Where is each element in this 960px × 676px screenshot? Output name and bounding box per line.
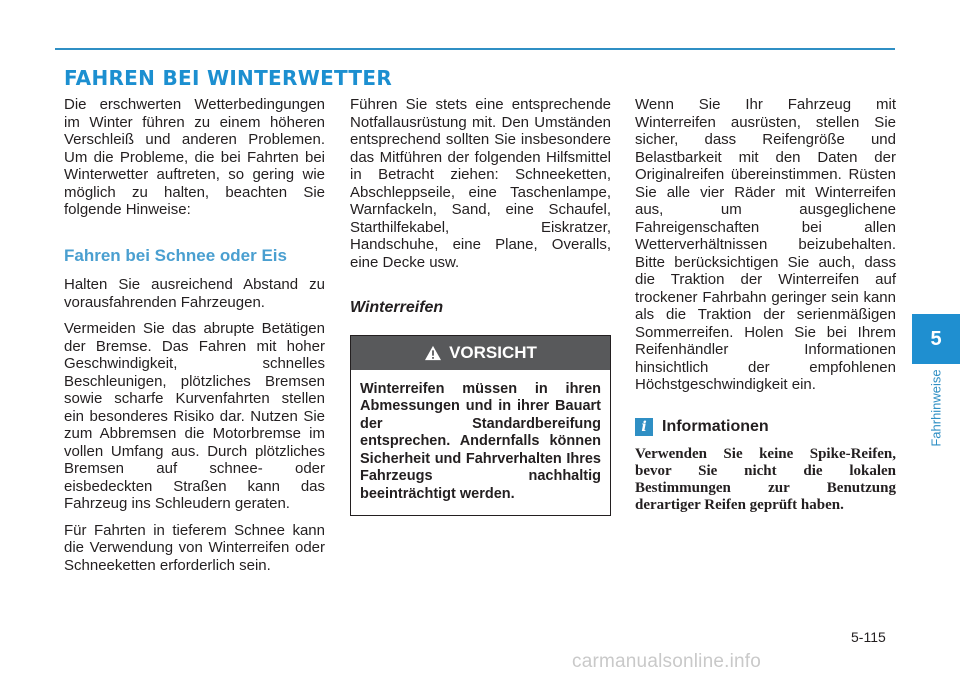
caution-header [351, 336, 610, 370]
column-middle [350, 96, 611, 516]
caution-box [350, 335, 611, 517]
paragraph-distance: Halten Sie ausreichend Abstand zu vorausfahrenden Fahrzeugen. [64, 276, 325, 311]
chapter-label: Fahrhinweise [928, 369, 944, 447]
info-icon: i [635, 418, 653, 436]
top-rule [55, 48, 895, 50]
caution-title: VORSICHT [449, 342, 537, 362]
page-number: 5-115 [851, 629, 886, 645]
warning-triangle-icon [424, 345, 442, 361]
paragraph-braking: Vermeiden Sie das abrupte Betätigen der Bremse. Das Fahren mit hoher Geschwindigkeit, schnelles Beschleunigen, plötzliches Bremsen sowie scharfe Kurvenfahrten stellen ein besonderes Risiko dar. Nutzen Sie zum Abbremsen die Motorbremse im vollen Umfang aus. Durch plötzliches Bremsen auf schnee- oder eisbedeckten Straßen kann das Fahrzeug ins Schleudern geraten. [64, 320, 325, 512]
section-title: FAHREN BEI WINTERWETTER [64, 66, 393, 90]
paragraph-deep-snow: Für Fahrten in tieferem Schnee kann die Verwendung von Winterreifen oder Schneeketten erforderlich sein. [64, 521, 325, 574]
intro-paragraph: Die erschwerten Wetterbedingungen im Winter führen zu einem höheren Verschleiß und anderen Problemen. Um die Probleme, die bei Fahrten bei Winterwetter auftreten, so gering wie möglich zu halten, beachten Sie folgende Hinweise: [64, 96, 325, 218]
paragraph-emergency-equipment: Führen Sie stets eine entsprechende Notfallausrüstung mit. Den Umständen entsprechend sollten Sie insbesondere das Mitführen der folgenden Hilfsmittel in Betracht ziehen: Schneeketten, Abschleppseile, eine Taschenlampe, Warnfackeln, Sand, eine Schaufel, Starthilfekabel, Eiskratzer, Handschuhe, eine Plane, Overalls, eine Decke usw. [350, 96, 611, 271]
column-right [635, 96, 896, 514]
caution-text: Winterreifen müssen in ihren Abmessungen und in ihrer Bauart der Standardbereifung entsprechen. Andernfalls können Sicherheit und Fahrverhalten Ihres Fahrzeugs nachhaltig beeinträchtigt werden. [360, 380, 601, 502]
info-title: Informationen [662, 417, 769, 435]
subheading-snow-ice: Fahren bei Schnee oder Eis [64, 245, 287, 265]
column-left [64, 96, 325, 583]
chapter-tab: 5 [912, 314, 960, 364]
info-header [635, 418, 896, 436]
paragraph-tire-fitting: Wenn Sie Ihr Fahrzeug mit Winterreifen ausrüsten, stellen Sie sicher, dass Reifengröße und Belastbarkeit mit den Daten der Originalreifen übereinstimmen. Rüsten Sie alle vier Räder mit Winterreifen aus, um ausgeglichene Fahreigenschaften bei allen Wetterverhältnissen beizubehalten. Bitte berücksichtigen Sie auch, dass die Traktion der Winterreifen auf trockener Fahrbahn geringer sein kann als die Traktion der serienmäßigen Sommerreifen. Holen Sie bei Ihrem Reifenhändler Informationen hinsichtlich der empfohlenen Höchstgeschwindigkeit ein. [635, 96, 896, 393]
info-text: Verwenden Sie keine Spike-Reifen, bevor Sie nicht die lokalen Bestimmungen zur Benutzung derartiger Reifen geprüft haben. [635, 445, 896, 513]
watermark: carmanualsonline.info [572, 651, 762, 672]
subheading-winter-tires: Winterreifen [350, 299, 444, 316]
